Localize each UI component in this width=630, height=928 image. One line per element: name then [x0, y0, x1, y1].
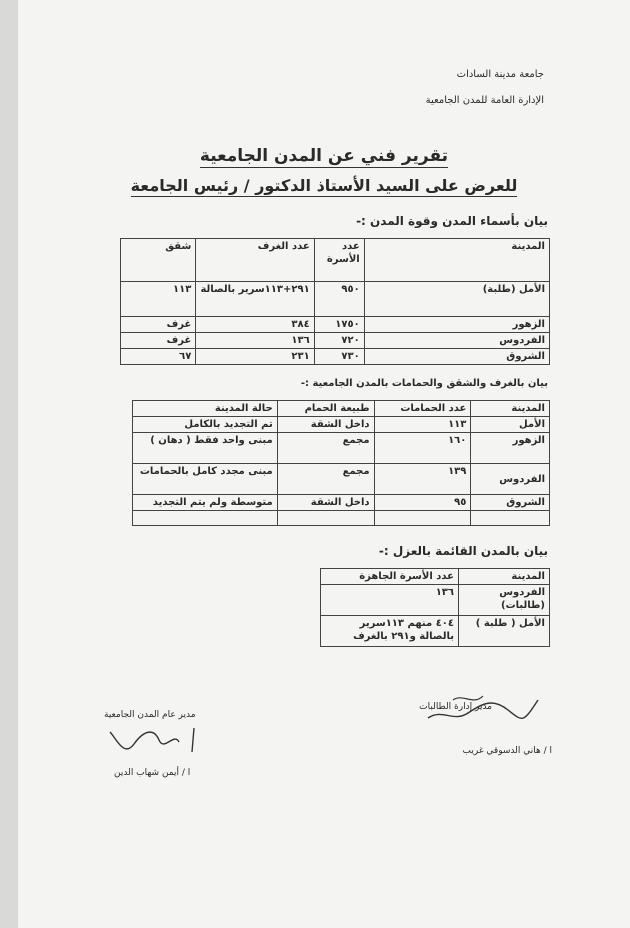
report-title: تقرير فني عن المدن الجامعية: [199, 146, 449, 166]
empty-cell: [471, 511, 550, 526]
apartments-cell: غرف: [121, 333, 196, 349]
empty-cell: [277, 511, 374, 526]
department-name: الإدارة العامة للمدن الجامعية: [425, 95, 544, 106]
table-row: [321, 616, 550, 647]
bathroom-type-cell: مجمع: [277, 464, 374, 495]
header-cell: المدينة: [364, 239, 549, 282]
header-cell: المدينة: [459, 569, 550, 585]
right-signatory-name: ا / هاني الدسوقي غريب: [462, 746, 552, 756]
header-cell: عدد الأسرة الجاهزة: [321, 569, 459, 585]
bathrooms-count-cell: ١١٣: [374, 417, 471, 433]
table-row: [133, 495, 550, 511]
table-row: [121, 349, 550, 365]
signature-mark-left: [104, 722, 204, 758]
table-row: [121, 282, 550, 317]
isolation-table: [320, 568, 550, 647]
left-signatory-title: مدير عام المدن الجامعية: [104, 710, 196, 720]
section3-heading: بيان بالمدن القائمة بالعزل :-: [378, 544, 548, 558]
university-name: جامعة مدينة السادات: [456, 69, 544, 80]
left-signatory-name: ا / أيمن شهاب الدين: [114, 768, 191, 778]
bathroom-type-cell: داخل الشقة: [277, 417, 374, 433]
bathroom-type-cell: مجمع: [277, 433, 374, 464]
table-header-row: [133, 401, 550, 417]
city-cell: الزهور: [364, 317, 549, 333]
city-status-cell: مبنى واحد فقط ( دهان ): [133, 433, 278, 464]
table-header-row: [321, 569, 550, 585]
table-row: [133, 417, 550, 433]
table-row: [133, 433, 550, 464]
header-cell: شقق: [121, 239, 196, 282]
city-cell: الفردوس: [364, 333, 549, 349]
beds-cell: ٧٣٠: [314, 349, 364, 365]
city-cell: الأمل: [471, 417, 550, 433]
header-cell: عدد الحمامات: [374, 401, 471, 417]
table-row: [121, 317, 550, 333]
beds-cell: ٧٢٠: [314, 333, 364, 349]
city-cell: الشروق: [471, 495, 550, 511]
city-status-cell: تم التجديد بالكامل: [133, 417, 278, 433]
empty-cell: [374, 511, 471, 526]
header-cell: حالة المدينة: [133, 401, 278, 417]
city-cell: الفردوس (طالبات): [459, 585, 550, 616]
empty-cell: [133, 511, 278, 526]
table-row: [133, 464, 550, 495]
city-cell: الشروق: [364, 349, 549, 365]
header-cell: المدينة: [471, 401, 550, 417]
rooms-cell: ٢٣١: [196, 349, 314, 365]
header-cell: طبيعة الحمام: [277, 401, 374, 417]
right-signatory-title: مدير إدارة الطالبات: [419, 702, 492, 712]
beds-cell: ١٧٥٠: [314, 317, 364, 333]
city-status-cell: مبنى مجدد كامل بالحمامات: [133, 464, 278, 495]
city-cell: الأمل ( طلبة ): [459, 616, 550, 647]
table-header-row: [121, 239, 550, 282]
document-page: [18, 0, 630, 928]
signature-mark-right: [423, 688, 543, 728]
bathroom-type-cell: داخل الشقة: [277, 495, 374, 511]
beds-cell: ٤٠٤ منهم ١١٣سرير بالصالة و٢٩١ بالغرف: [321, 616, 459, 647]
city-cell: الأمل (طلبة): [364, 282, 549, 317]
bathrooms-count-cell: ١٣٩: [374, 464, 471, 495]
city-cell: الفردوس: [471, 464, 550, 495]
beds-cell: ٩٥٠: [314, 282, 364, 317]
apartments-cell: غرف: [121, 317, 196, 333]
header-cell: عدد الغرف: [196, 239, 314, 282]
city-status-cell: متوسطة ولم يتم التجديد: [133, 495, 278, 511]
report-subtitle: للعرض على السيد الأستاذ الدكتور / رئيس الجامعة: [130, 176, 518, 195]
bathrooms-count-cell: ١٦٠: [374, 433, 471, 464]
apartments-cell: ١١٣: [121, 282, 196, 317]
rooms-cell: ١٣٦: [196, 333, 314, 349]
rooms-cell: ٢٩١+١١٣سرير بالصالة: [196, 282, 314, 317]
bathrooms-table: [132, 400, 550, 526]
rooms-cell: ٣٨٤: [196, 317, 314, 333]
section2-heading: بيان بالغرف والشقق والحمامات بالمدن الجامعية :-: [300, 378, 548, 389]
bathrooms-count-cell: ٩٥: [374, 495, 471, 511]
beds-cell: ١٣٦: [321, 585, 459, 616]
table-row: [133, 511, 550, 526]
capacity-table: [120, 238, 550, 365]
table-row: [321, 585, 550, 616]
table-row: [121, 333, 550, 349]
section1-heading: بيان بأسماء المدن وقوة المدن :-: [356, 214, 548, 228]
header-cell: عدد الأسرة: [314, 239, 364, 282]
apartments-cell: ٦٧: [121, 349, 196, 365]
city-cell: الزهور: [471, 433, 550, 464]
